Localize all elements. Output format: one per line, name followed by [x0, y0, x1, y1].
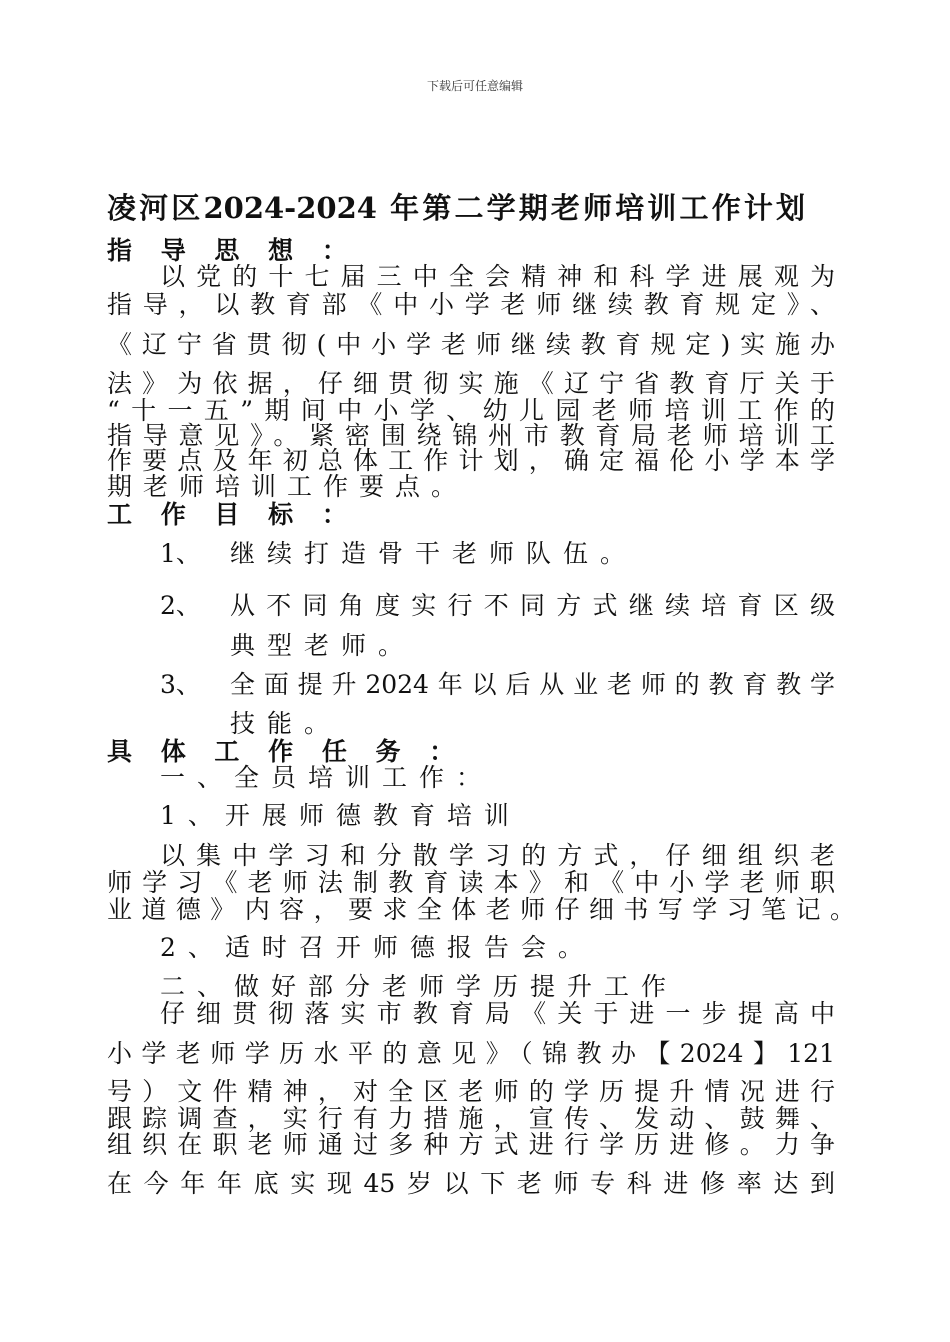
paragraph-line: 以集中学习和分散学习的方式，仔细组织老: [160, 841, 835, 870]
paragraph-line: 业道德》内容，要求全体老师仔细书写学习笔记。: [107, 895, 855, 924]
section-heading-guiding: 指 导 思 想 ：: [107, 236, 357, 265]
subheading: 一、全员培训工作：: [160, 763, 494, 792]
goal-text: 继续打造骨干老师队伍。: [230, 539, 638, 568]
document-title: 凌河区2024-2024 年第二学期老师培训工作计划: [107, 191, 805, 225]
goal-text: 从不同角度实行不同方式继续培育区级: [230, 591, 835, 620]
paragraph-line: 在今年年底实现45岁以下老师专科进修率达到: [107, 1169, 835, 1198]
page-header: 下载后可任意编辑: [426, 79, 523, 93]
paragraph-line: 法》为依据，仔细贯彻实施《辽宁省教育厅关于: [107, 369, 835, 398]
section-heading-goals: 工 作 目 标 ：: [107, 500, 357, 529]
paragraph-line: “十一五”期间中小学、幼儿园老师培训工作的: [107, 396, 835, 425]
paragraph-line: 号）文件精神，对全区老师的学历提升情况进行: [107, 1077, 835, 1106]
paragraph-line: 跟踪调查，实行有力措施，宣传、发动、鼓舞、: [107, 1104, 835, 1133]
goal-number: 3、: [160, 670, 201, 699]
paragraph-line: 以党的十七届三中全会精神和科学进展观为: [160, 262, 835, 291]
paragraph-line: 指导，以教育部《中小学老师继续教育规定》、: [107, 290, 835, 319]
paragraph-line: 组织在职老师通过多种方式进行学历进修。力争: [107, 1130, 835, 1159]
goal-text: 典型老师。: [230, 631, 416, 660]
list-item: 1、开展师德教育培训: [160, 801, 521, 830]
paragraph-line: 仔细贯彻落实市教育局《关于进一步提高中: [160, 999, 835, 1028]
goal-text: 全面提升2024年以后从业老师的教育教学: [230, 670, 835, 699]
section-heading-tasks: 具 体 工 作 任 务 ：: [107, 737, 465, 766]
paragraph-line: 作要点及年初总体工作计划，确定福伦小学本学: [107, 446, 835, 475]
goal-text: 技能。: [230, 709, 342, 738]
list-item: 2、适时召开师德报告会。: [160, 933, 595, 962]
paragraph-line: 期老师培训工作要点。: [107, 472, 468, 501]
paragraph-line: 指导意见》。紧密围绕锦州市教育局老师培训工: [107, 421, 835, 450]
subheading: 二、做好部分老师学历提升工作: [160, 972, 679, 1001]
paragraph-line: 《辽宁省贯彻(中小学老师继续教育规定)实施办: [107, 330, 835, 359]
goal-number: 2、: [160, 591, 201, 620]
goal-number: 1、: [160, 539, 201, 568]
paragraph-line: 师学习《老师法制教育读本》和《中小学老师职: [107, 868, 835, 897]
paragraph-line: 小学老师学历水平的意见》（锦教办【2024】121: [107, 1039, 835, 1068]
